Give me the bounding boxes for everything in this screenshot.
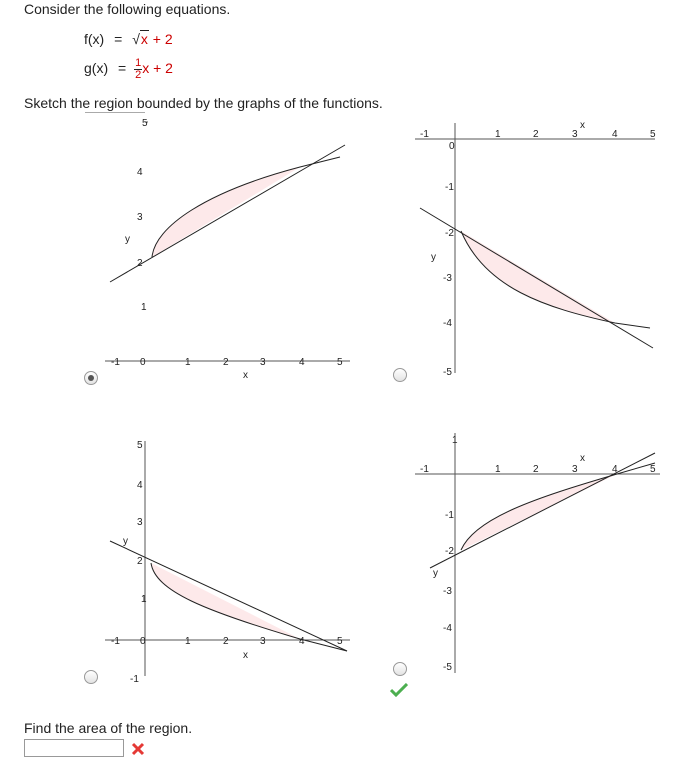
graph-4-line <box>430 453 655 568</box>
tick: 4 <box>137 480 143 491</box>
graph-1-region <box>152 167 300 257</box>
tick: 3 <box>572 464 578 475</box>
tick: 5 <box>650 129 656 140</box>
f-label: f(x) <box>84 31 105 47</box>
axis-label-x: x <box>580 120 585 131</box>
tick: -3 <box>443 586 452 597</box>
check-icon <box>390 683 408 697</box>
tick: -1 <box>130 674 139 685</box>
tick: 3 <box>137 212 143 223</box>
tick: -4 <box>443 623 452 634</box>
tick: -2 <box>445 228 454 239</box>
tick: 5 <box>650 464 656 475</box>
graph-1-line <box>110 145 345 282</box>
tick: 2 <box>533 129 539 140</box>
tick: 1 <box>141 302 147 313</box>
f-constant: + 2 <box>152 31 173 47</box>
tick: 3 <box>260 636 266 647</box>
tick: 4 <box>612 464 618 475</box>
tick: 2 <box>137 258 143 269</box>
tick: 3 <box>572 129 578 140</box>
radio-option-3[interactable] <box>84 670 98 684</box>
tick: 2 <box>533 464 539 475</box>
axis-label-x: x <box>243 370 248 381</box>
tick: -1 <box>111 357 120 368</box>
tick: 4 <box>299 636 305 647</box>
f-radicand: x <box>140 31 148 47</box>
question-intro: Consider the following equations. <box>24 1 231 17</box>
radio-option-4[interactable] <box>393 662 407 676</box>
tick: 2 <box>223 636 229 647</box>
graph-option-3 <box>85 436 375 686</box>
tick: 1 <box>185 357 191 368</box>
graph-2-curve <box>461 231 650 328</box>
g-fraction <box>134 58 142 81</box>
axis-label-y: y <box>433 568 438 579</box>
tick: 2 <box>223 357 229 368</box>
area-prompt: Find the area of the region. <box>24 720 193 736</box>
tick: -3 <box>443 273 452 284</box>
tick: 4 <box>612 129 618 140</box>
graph-option-4 <box>405 428 667 678</box>
equals-sign: = <box>114 31 123 47</box>
graph-1-ticks <box>111 118 343 381</box>
tick: 0 <box>140 357 146 368</box>
tick: 3 <box>260 357 266 368</box>
axis-label-y: y <box>123 536 128 547</box>
axis-label-y: y <box>431 252 436 263</box>
tick: -5 <box>443 662 452 673</box>
tick: 0 <box>449 141 455 152</box>
graph-2-region <box>461 231 615 323</box>
tick: 4 <box>137 167 143 178</box>
tick: -5 <box>443 367 452 378</box>
tick: 5 <box>142 118 148 129</box>
axis-label-x: x <box>580 453 585 464</box>
tick: -1 <box>445 182 454 193</box>
tick: -1 <box>420 129 429 140</box>
tick: -2 <box>445 546 454 557</box>
graph-1-curve <box>152 157 340 257</box>
tick: -1 <box>420 464 429 475</box>
tick: -1 <box>445 510 454 521</box>
graph-option-1 <box>85 112 375 382</box>
tick: 1 <box>452 435 458 446</box>
tick: 5 <box>137 440 143 451</box>
g-label: g(x) <box>84 60 109 77</box>
tick: 1 <box>141 594 147 605</box>
tick: 0 <box>140 636 146 647</box>
f-equation <box>84 30 173 47</box>
g-equation <box>84 58 173 81</box>
axis-label-y: y <box>125 234 130 245</box>
tick: -1 <box>111 636 120 647</box>
tick: 5 <box>337 357 343 368</box>
area-answer-input[interactable] <box>24 739 124 757</box>
tick: 4 <box>299 357 305 368</box>
graph-3-region <box>151 563 300 639</box>
sketch-prompt: Sketch the region bounded by the graphs of the functions. <box>24 95 383 111</box>
axis-label-x: x <box>243 650 248 661</box>
tick: 1 <box>185 636 191 647</box>
g-variable: x <box>142 60 150 77</box>
sqrt-icon: √ <box>132 31 140 47</box>
equals-sign: = <box>118 60 127 77</box>
tick: 5 <box>337 636 343 647</box>
tick: 1 <box>495 129 501 140</box>
graph-option-2 <box>405 118 667 380</box>
tick: 3 <box>137 517 143 528</box>
g-numerator: 1 <box>135 57 142 69</box>
radio-option-1[interactable] <box>84 371 98 385</box>
g-constant: + 2 <box>153 60 173 77</box>
g-denominator: 2 <box>135 69 142 81</box>
radio-option-2[interactable] <box>393 368 407 382</box>
cross-icon <box>131 742 145 756</box>
tick: -4 <box>443 318 452 329</box>
tick: 2 <box>137 556 143 567</box>
tick: 1 <box>495 464 501 475</box>
